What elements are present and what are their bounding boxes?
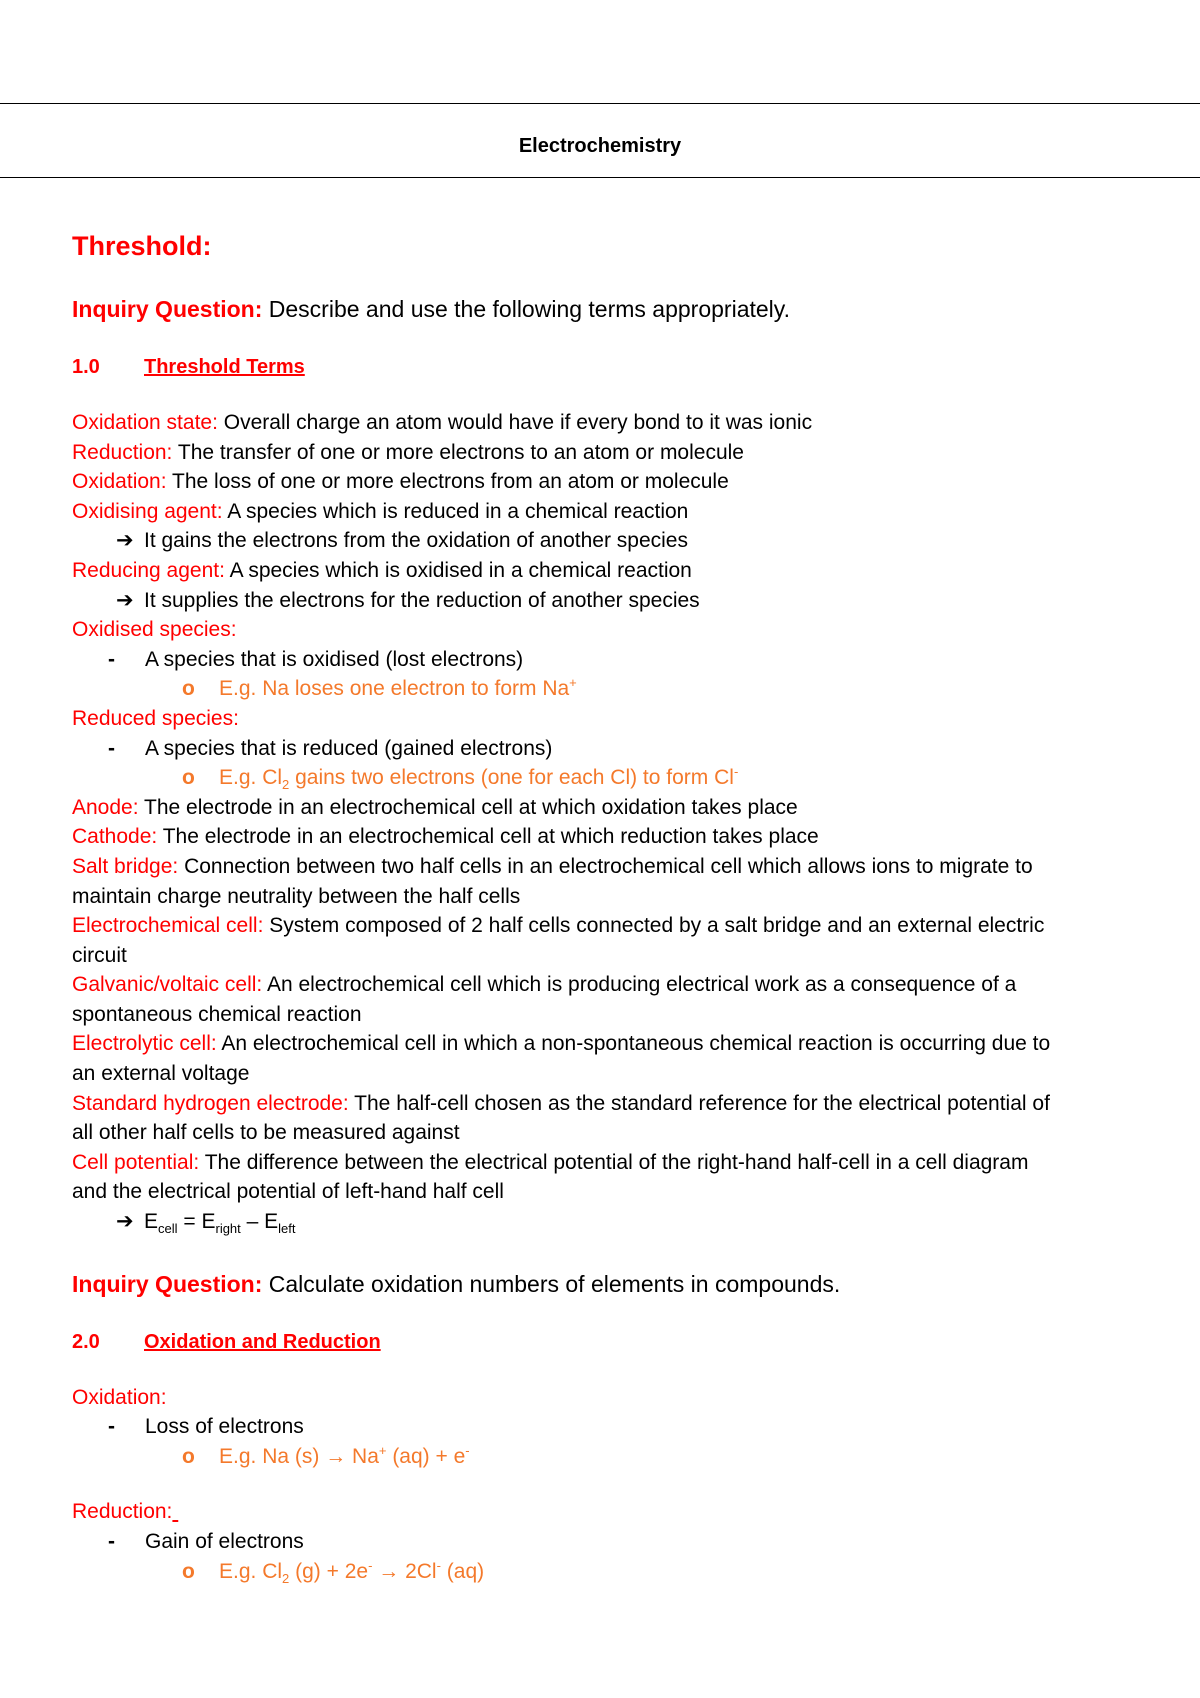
circle-bullet-icon: o xyxy=(182,766,195,790)
term-cathode: Cathode: The electrode in an electrochemical cell at which reduction takes place xyxy=(72,825,819,849)
term-electrolytic-cell-cont: an external voltage xyxy=(72,1062,250,1086)
reduction-heading: Reduction: xyxy=(72,1500,173,1524)
note-reducing-agent: ➔ It supplies the electrons for the reduction of another species xyxy=(72,586,1128,616)
oxidised-species-point: - A species that is oxidised (lost electrons) xyxy=(72,645,1128,675)
cell-potential-formula: ➔ $E_{cell} = E_{right} - E_{left}$ xyxy=(72,1207,1128,1237)
term-electrochemical-cell-cont: circuit xyxy=(72,943,127,967)
term-electrochemical-cell: Electrochemical cell: System composed of 2 half cells connected by a salt bridge and an external electric xyxy=(72,914,1045,938)
term-cell-potential-cont: and the electrical potential of left-hand half cell xyxy=(72,1180,504,1204)
reaction-arrow-icon: → xyxy=(325,1444,347,1468)
oxidised-species-example: o E.g. Na loses one electron to form Na+ xyxy=(72,674,1128,704)
circle-bullet-icon: o xyxy=(182,1559,195,1583)
dash-bullet-icon: - xyxy=(108,1530,115,1553)
inquiry-label: Inquiry Question: xyxy=(72,296,263,322)
dash-bullet-icon: - xyxy=(108,647,115,671)
dash-bullet-icon: - xyxy=(108,736,115,760)
section-heading-2 xyxy=(72,1327,1128,1357)
section-title: Oxidation and Reduction xyxy=(144,1330,381,1353)
term-reduction: Reduction: The transfer of one or more electrons to an atom or molecule xyxy=(72,440,744,464)
section-number: 1.0 xyxy=(72,356,100,378)
term-electrolytic-cell: Electrolytic cell: An electrochemical cell in which a non-spontaneous chemical reaction is occurring due to xyxy=(72,1032,1051,1056)
section-number: 2.0 xyxy=(72,1330,100,1353)
term-oxidation: Oxidation: The loss of one or more electrons from an atom or molecule xyxy=(72,470,729,494)
dash-bullet-icon: - xyxy=(108,1415,115,1439)
arrow-bullet-icon: ➔ xyxy=(116,1210,134,1234)
term-cell-potential: Cell potential: The difference between the electrical potential of the right-hand half-cell in a cell diagram xyxy=(72,1150,1029,1174)
note-oxidising-agent: ➔ It gains the electrons from the oxidation of another species xyxy=(72,526,1128,556)
reaction-arrow-icon: → xyxy=(378,1559,400,1583)
term-standard-hydrogen-electrode-cont: all other half cells to be measured against xyxy=(72,1121,460,1145)
term-galvanic-cell-cont: spontaneous chemical reaction xyxy=(72,1002,362,1026)
reduction-point: - Gain of electrons xyxy=(72,1527,1128,1557)
term-oxidising-agent: Oxidising agent: A species which is reduced in a chemical reaction xyxy=(72,499,689,523)
term-salt-bridge-cont: maintain charge neutrality between the half cells xyxy=(72,884,521,908)
reduced-species-point: - A species that is reduced (gained electrons) xyxy=(72,734,1128,764)
arrow-bullet-icon: ➔ xyxy=(116,529,134,553)
term-oxidation-state: Oxidation state: Overall charge an atom would have if every bond to it was ionic xyxy=(72,411,813,434)
inquiry-label: Inquiry Question: xyxy=(72,1270,263,1297)
term-standard-hydrogen-electrode: Standard hydrogen electrode: The half-cell chosen as the standard reference for the electrical potential of xyxy=(72,1091,1050,1115)
inquiry-question-1 xyxy=(72,292,1128,326)
oxidation-heading: Oxidation: xyxy=(72,1385,167,1409)
circle-bullet-icon: o xyxy=(182,677,195,701)
inquiry-text: Describe and use the following terms appropriately. xyxy=(268,296,790,322)
reduction-example: o E.g. $Cl_2$ (g) + 2e- → 2Cl- (aq) xyxy=(182,1557,485,1586)
term-anode: Anode: The electrode in an electrochemical cell at which oxidation takes place xyxy=(72,795,798,819)
term-reduced-species: Reduced species: xyxy=(72,706,239,730)
document-body xyxy=(72,226,1128,1586)
section-heading-1 xyxy=(72,352,1128,382)
section-title: Threshold Terms xyxy=(144,356,305,378)
arrow-bullet-icon: ➔ xyxy=(116,588,134,612)
document-title: Electrochemistry xyxy=(518,135,682,157)
threshold-heading: Threshold: xyxy=(72,231,212,261)
oxidation-point: - Loss of electrons xyxy=(72,1412,1128,1442)
inquiry-text: Calculate oxidation numbers of elements in compounds. xyxy=(268,1270,841,1297)
header-rule-bottom xyxy=(0,177,1200,178)
term-oxidised-species: Oxidised species: xyxy=(72,618,237,642)
header-rule-top xyxy=(0,103,1200,104)
circle-bullet-icon: o xyxy=(182,1444,195,1468)
inquiry-question-2 xyxy=(72,1267,1128,1301)
term-galvanic-cell: Galvanic/voltaic cell: An electrochemical cell which is producing electrical work as a consequence of a xyxy=(72,973,1017,997)
reduced-species-example: o E.g. $Cl_2$ gains two electrons (one for each Cl) to form Cl- xyxy=(182,764,739,793)
term-salt-bridge: Salt bridge: Connection between two half cells in an electrochemical cell which allows ions to migrate to xyxy=(72,854,1033,878)
term-reducing-agent: Reducing agent: A species which is oxidised in a chemical reaction xyxy=(72,558,692,582)
oxidation-example: o E.g. Na (s) → Na+ (aq) + e- xyxy=(72,1442,1128,1472)
